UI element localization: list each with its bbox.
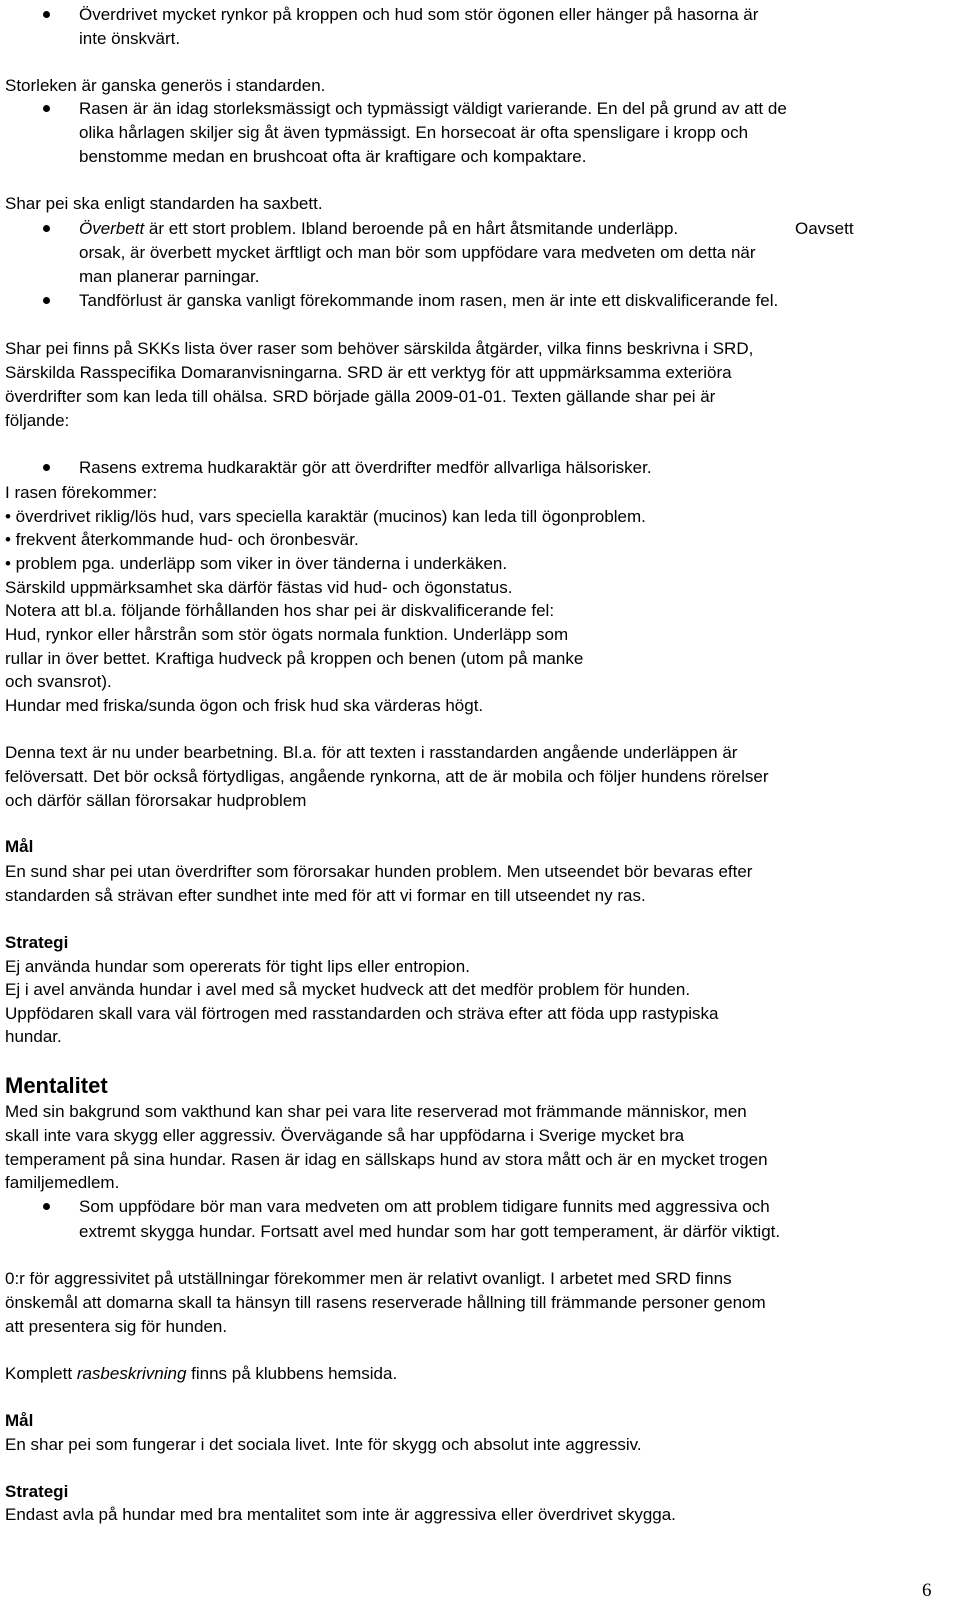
bullet-dot (43, 464, 50, 471)
paragraph-line: familjemedlem. (5, 1173, 120, 1192)
srd-line: • överdrivet riklig/lös hud, vars speciella karaktär (mucinos) kan leda till ögonproblem. (5, 507, 646, 526)
paragraph-line: skall inte vara skygg eller aggressiv. Övervägande så har uppfödarna i Sverige mycket bra (5, 1126, 685, 1145)
paragraph-line: Endast avla på hundar med bra mentalitet som inte är aggressiva eller överdrivet skygga. (5, 1505, 676, 1524)
paragraph-line (5, 1364, 397, 1384)
srd-line: • problem pga. underläpp som viker in över tänderna i underkäken. (5, 554, 508, 573)
paragraph-line: Shar pei finns på SKKs lista över raser som behöver särskilda åtgärder, vilka finns beskrivna i SRD, (5, 339, 754, 358)
emphasis: Överbett (79, 219, 145, 238)
section-heading-mal: Mål (5, 1411, 34, 1430)
srd-line: Notera att bl.a. följande förhållanden hos shar pei är diskvalificerande fel: (5, 601, 555, 620)
paragraph-line: hundar. (5, 1027, 62, 1046)
bullet-text: Som uppfödare bör man vara medveten om att problem tidigare funnits med aggressiva och (79, 1197, 770, 1216)
bullet-text: man planerar parningar. (79, 267, 260, 286)
bullet-text-rest: är ett stort problem. Ibland beroende på en hårt åtsmitande underläpp. (144, 219, 679, 238)
section-heading-mal: Mål (5, 837, 34, 856)
srd-line: rullar in över bettet. Kraftiga hudveck på kroppen och benen (utom på manke (5, 649, 584, 668)
paragraph-line: Denna text är nu under bearbetning. Bl.a. för att texten i rasstandarden angående underläppen är (5, 743, 738, 762)
bullet-text: orsak, är överbett mycket ärftligt och man bör som uppfödare vara medveten om detta när (79, 243, 756, 262)
section-heading-strategi: Strategi (5, 1482, 69, 1501)
paragraph-line: Shar pei ska enligt standarden ha saxbett. (5, 194, 323, 213)
bullet-text: Rasen är än idag storleksmässigt och typmässigt väldigt varierande. En del på grund av att de (79, 99, 787, 118)
bullet-text: Tandförlust är ganska vanligt förekommande inom rasen, men är inte ett diskvalificerande fel. (79, 291, 779, 310)
srd-line: Hud, rynkor eller hårstrån som stör ögats normala funktion. Underläpp som (5, 625, 569, 644)
komplett-post: finns på klubbens hemsida. (186, 1364, 398, 1383)
section-heading-strategi: Strategi (5, 933, 69, 952)
paragraph-line: Storleken är ganska generös i standarden. (5, 76, 326, 95)
emphasis: rasbeskrivning (76, 1364, 187, 1383)
paragraph-line: och därför sällan förorsakar hudproblem (5, 791, 307, 810)
paragraph-line: temperament på sina hundar. Rasen är idag en sällskaps hund av stora mått och är en mycket trogen (5, 1150, 768, 1169)
paragraph-line: att presentera sig för hunden. (5, 1317, 228, 1336)
bullet-text: Oavsett (795, 219, 854, 238)
paragraph-line: standarden så strävan efter sundhet inte med för att vi formar en till utseendet ny ras. (5, 886, 646, 905)
srd-line: Hundar med friska/sunda ögon och frisk hud ska värderas högt. (5, 696, 484, 715)
srd-line: och svansrot). (5, 672, 112, 691)
paragraph-line: 0:r för aggressivitet på utställningar förekommer men är relativt ovanligt. I arbetet med SRD finns (5, 1269, 732, 1288)
paragraph-line: En sund shar pei utan överdrifter som förorsakar hunden problem. Men utseendet bör bevaras efter (5, 862, 753, 881)
bullet-dot (43, 105, 50, 112)
paragraph-line: överdrifter som kan leda till ohälsa. SRD började gälla 2009-01-01. Texten gällande shar pei är (5, 387, 716, 406)
bullet-text: olika hårlagen skiljer sig åt även typmässigt. En horsecoat är ofta spensligare i kropp och (79, 123, 749, 142)
bullet-text: inte önskvärt. (79, 29, 181, 48)
bullet-dot (43, 1203, 50, 1210)
paragraph-line: Uppfödaren skall vara väl förtrogen med rasstandarden och sträva efter att föda upp rastypiska (5, 1004, 719, 1023)
bullet-text: extremt skygga hundar. Fortsatt avel med hundar som har gott temperament, är därför viktigt. (79, 1222, 781, 1241)
section-heading-mentalitet: Mentalitet (5, 1073, 108, 1098)
srd-line: Särskild uppmärksamhet ska därför fästas vid hud- och ögonstatus. (5, 578, 513, 597)
srd-line: • frekvent återkommande hud- och öronbesvär. (5, 530, 359, 549)
paragraph-line: En shar pei som fungerar i det sociala livet. Inte för skygg och absolut inte aggressiv. (5, 1435, 642, 1454)
bullet-text (79, 219, 678, 239)
bullet-dot (43, 11, 50, 18)
paragraph-line: Med sin bakgrund som vakthund kan shar pei vara lite reserverad mot främmande människor, men (5, 1102, 747, 1121)
paragraph-line: Särskilda Rasspecifika Domaranvisningarna. SRD är ett verktyg för att uppmärksamma exteriöra (5, 363, 732, 382)
komplett-pre: Komplett (5, 1364, 77, 1383)
bullet-dot (43, 225, 50, 232)
srd-line: I rasen förekommer: (5, 483, 158, 502)
paragraph-line: felöversatt. Det bör också förtydligas, angående rynkorna, att de är mobila och följer hundens rörelser (5, 767, 769, 786)
bullet-text: benstomme medan en brushcoat ofta är kraftigare och kompaktare. (79, 147, 587, 166)
paragraph-line: Ej använda hundar som opererats för tight lips eller entropion. (5, 957, 470, 976)
page-number: 6 (922, 1580, 932, 1601)
paragraph-line: följande: (5, 411, 70, 430)
bullet-dot (43, 297, 50, 304)
paragraph-line: önskemål att domarna skall ta hänsyn till rasens reserverade hållning till främmande personer genom (5, 1293, 766, 1312)
bullet-text: Rasens extrema hudkaraktär gör att överdrifter medför allvarliga hälsorisker. (79, 458, 652, 477)
paragraph-line: Ej i avel använda hundar i avel med så mycket hudveck att det medför problem för hunden. (5, 980, 691, 999)
bullet-text: Överdrivet mycket rynkor på kroppen och hud som stör ögonen eller hänger på hasorna är (79, 5, 759, 24)
